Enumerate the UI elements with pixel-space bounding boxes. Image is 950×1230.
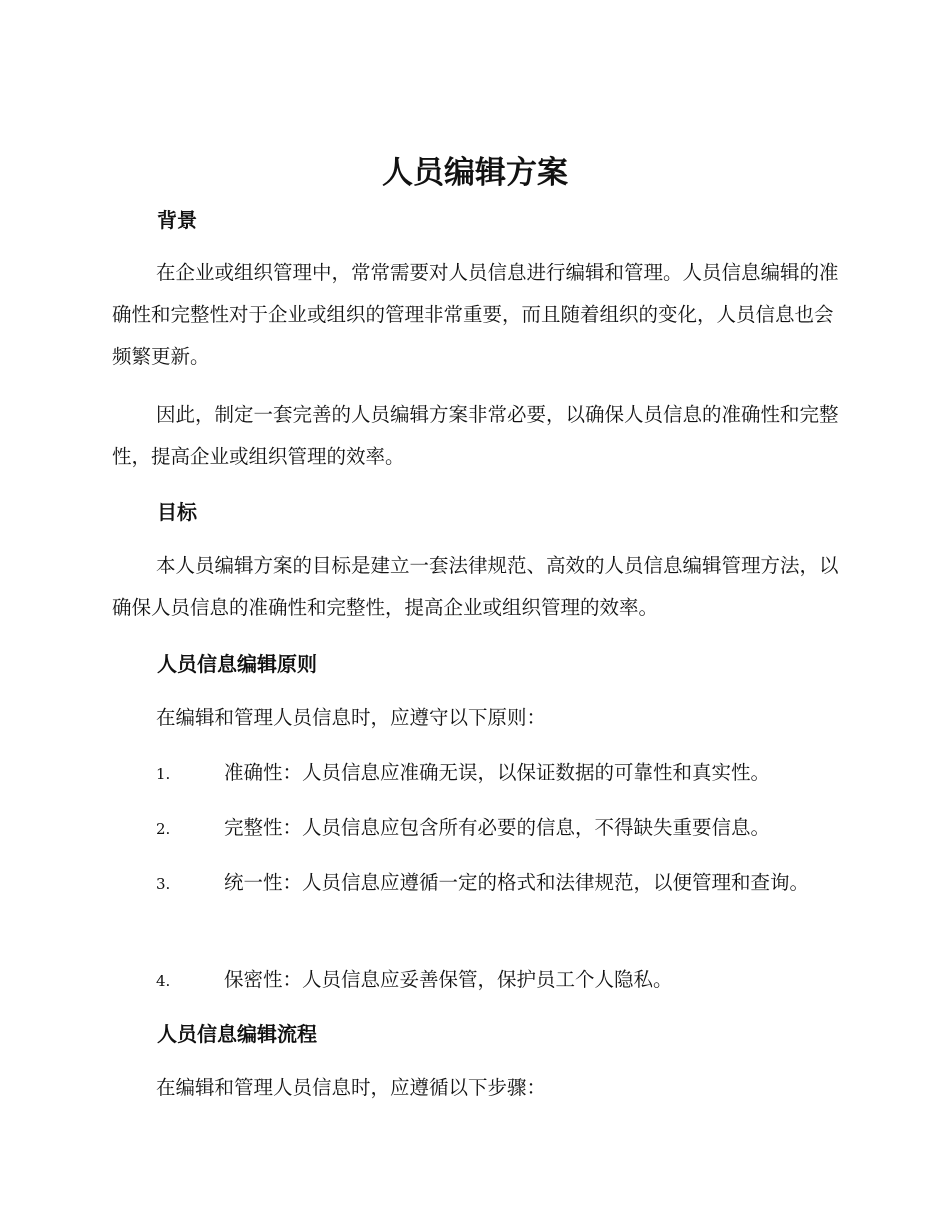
principle-item-3	[112, 862, 842, 905]
principle-item-2	[112, 807, 842, 850]
list-number: 2.	[156, 820, 171, 838]
goal-paragraph: 本人员编辑方案的目标是建立一套法律规范、高效的人员信息编辑管理方法，以确保人员信息的准确性和完整性，提高企业或组织管理的效率。	[112, 554, 839, 619]
principles-intro: 在编辑和管理人员信息时，应遵守以下原则：	[156, 706, 547, 729]
list-item-text: 统一性：人员信息应遵循一定的格式和法律规范，以便管理和查询。	[224, 871, 810, 894]
list-number: 4.	[156, 972, 171, 990]
section-heading-process: 人员信息编辑流程	[157, 1022, 317, 1046]
principle-item-1	[112, 752, 842, 795]
list-number: 3.	[156, 875, 171, 893]
background-paragraph-2: 因此，制定一套完善的人员编辑方案非常必要，以确保人员信息的准确性和完整性，提高企业或组织管理的效率。	[112, 403, 839, 468]
document-title: 人员编辑方案	[382, 155, 568, 191]
section-heading-goal: 目标	[157, 500, 197, 524]
list-item-text: 保密性：人员信息应妥善保管，保护员工个人隐私。	[224, 968, 673, 991]
principle-item-4	[112, 959, 842, 1002]
process-intro: 在编辑和管理人员信息时，应遵循以下步骤：	[156, 1076, 547, 1099]
list-item-text: 完整性：人员信息应包含所有必要的信息，不得缺失重要信息。	[224, 816, 771, 839]
section-heading-principles: 人员信息编辑原则	[157, 652, 317, 676]
section-heading-background: 背景	[157, 208, 197, 232]
list-number: 1.	[156, 765, 171, 783]
background-paragraph-1: 在企业或组织管理中，常常需要对人员信息进行编辑和管理。人员信息编辑的准确性和完整性对于企业或组织的管理非常重要，而且随着组织的变化，人员信息也会频繁更新。	[112, 261, 839, 368]
list-item-text: 准确性：人员信息应准确无误，以保证数据的可靠性和真实性。	[224, 761, 771, 784]
